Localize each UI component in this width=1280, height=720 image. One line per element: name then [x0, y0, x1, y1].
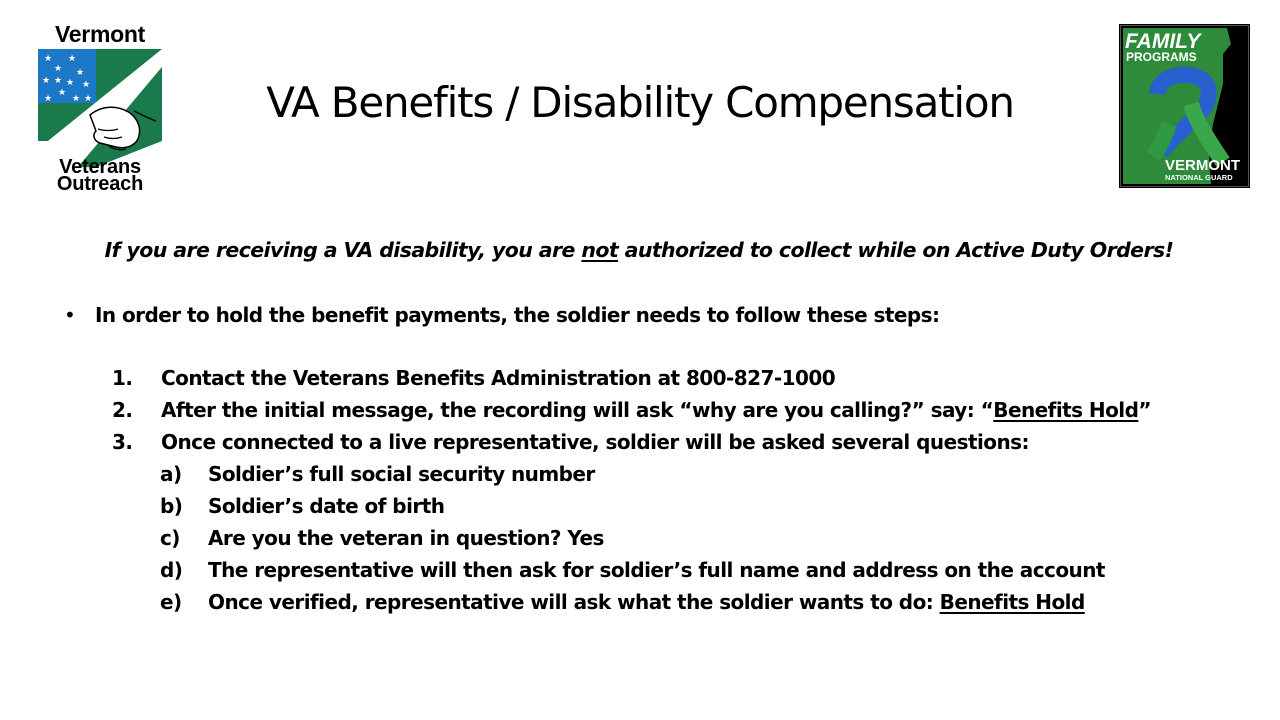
svg-text:VERMONT: VERMONT [1165, 157, 1240, 174]
svg-text:NATIONAL GUARD: NATIONAL GUARD [1165, 173, 1233, 182]
logo-vermont-text: Vermont [55, 21, 145, 47]
svg-text:★: ★ [66, 78, 75, 88]
svg-text:★: ★ [54, 64, 63, 74]
family-programs-logo [1119, 24, 1250, 188]
warning-text: If you are receiving a VA disability, you are not authorized to collect while on Active Duty Orders! [104, 238, 1174, 262]
svg-text:★: ★ [42, 76, 51, 86]
vermont-veterans-outreach-logo [34, 22, 166, 194]
benefits-hold-phrase: Benefits Hold [993, 398, 1139, 422]
svg-text:★: ★ [44, 94, 53, 104]
benefits-hold-phrase: Benefits Hold [939, 590, 1085, 614]
svg-text:★: ★ [54, 76, 63, 86]
svg-text:★: ★ [72, 94, 81, 104]
svg-text:★: ★ [44, 54, 53, 64]
svg-text:★: ★ [68, 54, 77, 64]
ribbon-icon [1119, 24, 1250, 188]
svg-text:FAMILY: FAMILY [1125, 30, 1201, 53]
handshake-flag-icon [38, 49, 162, 167]
bullet-icon: • [64, 303, 76, 327]
svg-text:★: ★ [58, 88, 67, 98]
svg-text:★: ★ [82, 80, 91, 90]
svg-text:PROGRAMS: PROGRAMS [1126, 50, 1197, 64]
warning-emphasis: not [581, 238, 619, 262]
svg-text:★: ★ [84, 94, 93, 104]
logo-veterans-outreach-text: Veterans Outreach [56, 156, 144, 195]
svg-text:★: ★ [76, 68, 85, 78]
slide-title: VA Benefits / Disability Compensation [266, 78, 1014, 127]
